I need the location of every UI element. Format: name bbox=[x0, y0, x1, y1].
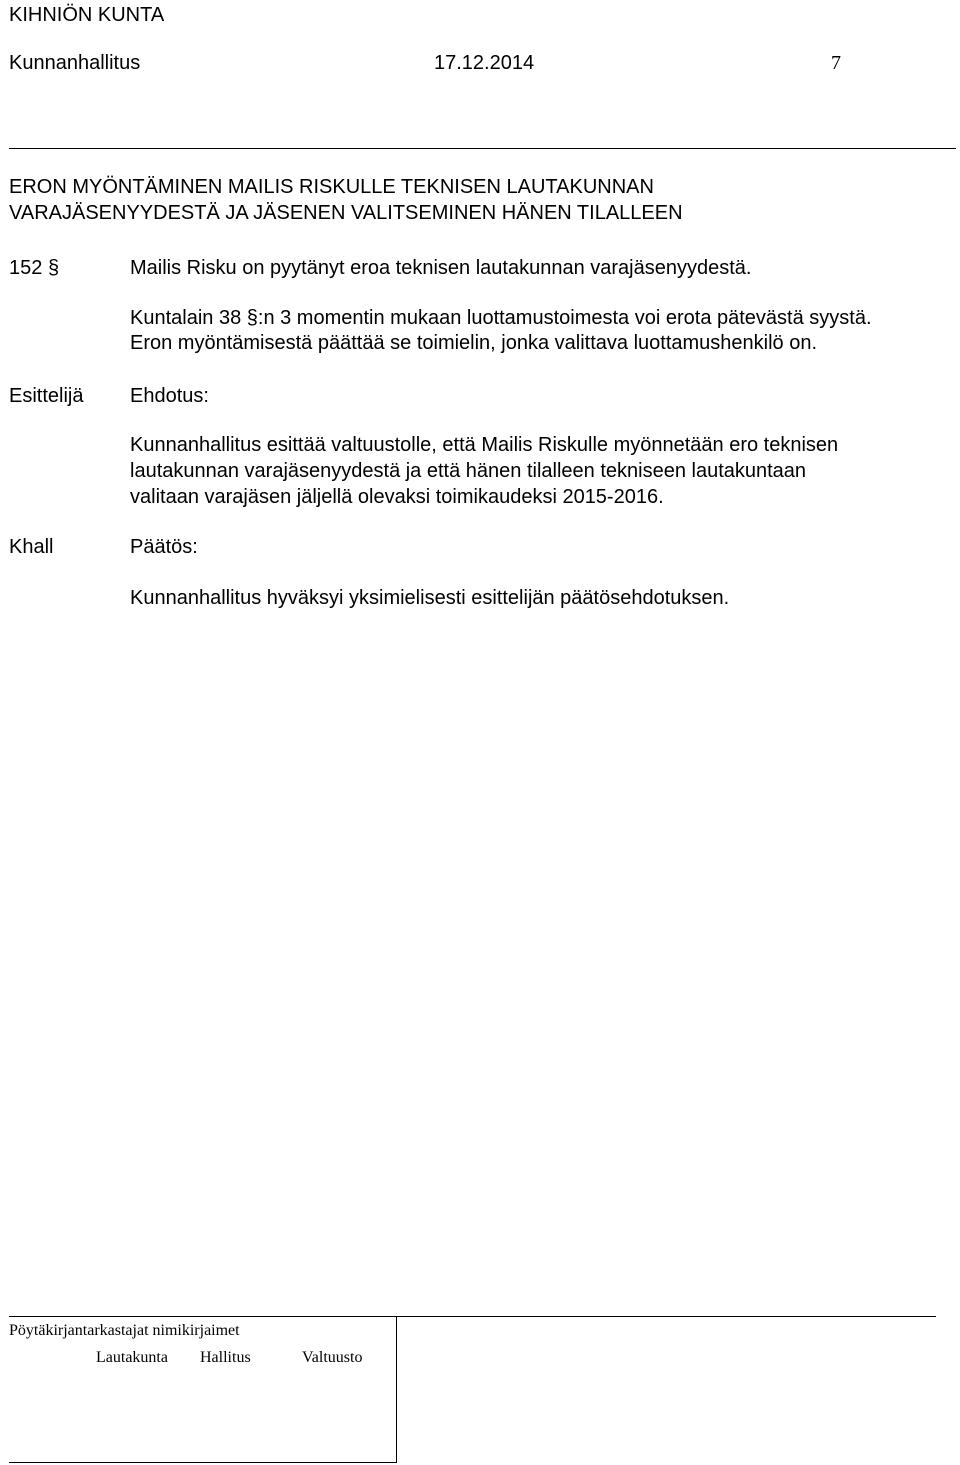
proposal-line-2: lautakunnan varajäsenyydestä ja että hänen tilalleen tekniseen lautakuntaan bbox=[130, 460, 807, 482]
signatures-label: Pöytäkirjantarkastajat nimikirjaimet bbox=[9, 1322, 240, 1339]
section-text: Mailis Risku on pyytänyt eroa teknisen lautakunnan varajäsenyydestä. bbox=[130, 257, 752, 279]
header-divider bbox=[9, 148, 956, 149]
footer-bottom-rule bbox=[9, 1462, 397, 1463]
decision-label: Päätös: bbox=[130, 536, 198, 558]
title-line-1: ERON MYÖNTÄMINEN MAILIS RISKULLE TEKNISEN LAUTAKUNNAN bbox=[9, 176, 654, 198]
footer-vertical-rule bbox=[396, 1316, 397, 1463]
document-title bbox=[9, 174, 683, 226]
footer-column-hallitus: Hallitus bbox=[200, 1349, 251, 1366]
section-number: 152 bbox=[9, 257, 43, 279]
meeting-date: 17.12.2014 bbox=[434, 52, 535, 74]
meeting-body: Kunnanhallitus bbox=[9, 52, 141, 74]
decision-text: Kunnanhallitus hyväksyi yksimielisesti esittelijän päätösehdotuksen. bbox=[130, 587, 730, 609]
proposal-line-3: valitaan varajäsen jäljellä olevaksi toimikaudeksi 2015-2016. bbox=[130, 486, 664, 508]
page-number: 7 bbox=[831, 52, 841, 74]
section-sign: § bbox=[48, 257, 60, 279]
proposal-text bbox=[130, 432, 838, 510]
title-line-2: VARAJÄSENYYDESTÄ JA JÄSENEN VALITSEMINEN HÄNEN TILALLEEN bbox=[9, 202, 683, 224]
proposal-label: Ehdotus: bbox=[130, 385, 209, 407]
board-label: Khall bbox=[9, 536, 54, 558]
law-paragraph bbox=[130, 306, 872, 356]
presenter-label: Esittelijä bbox=[9, 385, 84, 407]
law-paragraph-line-2: Eron myöntämisestä päättää se toimielin, jonka valittava luottamushenkilö on. bbox=[130, 332, 818, 354]
law-paragraph-line-1: Kuntalain 38 §:n 3 momentin mukaan luottamustoimesta voi erota pätevästä syystä. bbox=[130, 307, 872, 329]
footer-divider bbox=[9, 1316, 936, 1317]
footer-column-valtuusto: Valtuusto bbox=[302, 1349, 363, 1366]
footer-column-lautakunta: Lautakunta bbox=[96, 1349, 168, 1366]
proposal-line-1: Kunnanhallitus esittää valtuustolle, että Mailis Riskulle myönnetään ero teknisen bbox=[130, 434, 839, 456]
organization-name: KIHNIÖN KUNTA bbox=[9, 4, 165, 26]
